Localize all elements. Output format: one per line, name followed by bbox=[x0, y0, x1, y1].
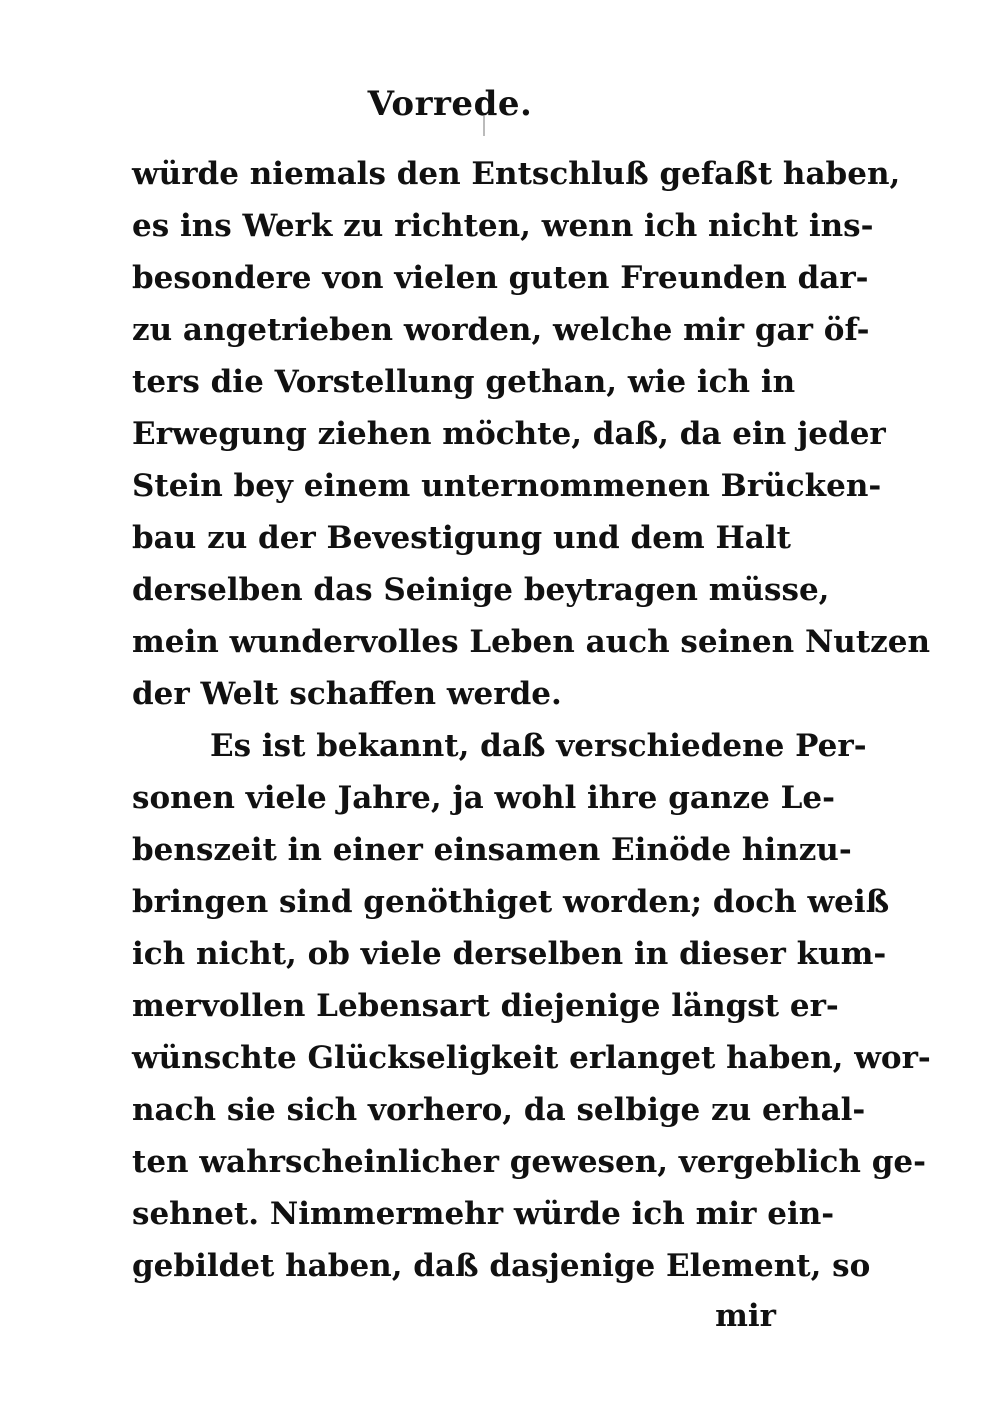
text-line-9: derselben das Seinige beytragen müsse, bbox=[132, 572, 830, 608]
text-line-3: besondere von vielen guten Freunden dar- bbox=[132, 260, 869, 296]
text-line-19: nach sie sich vorhero, da selbige zu erhal- bbox=[132, 1092, 866, 1128]
text-line-7: Stein bey einem unternommenen Brücken- bbox=[132, 468, 882, 504]
running-head: Vorrede. bbox=[367, 84, 533, 124]
body-text bbox=[132, 148, 931, 1292]
text-line-22: gebildet haben, daß dasjenige Element, so bbox=[132, 1248, 871, 1284]
text-line-13: sonen viele Jahre, ja wohl ihre ganze Le- bbox=[132, 780, 835, 816]
text-line-2: es ins Werk zu richten, wenn ich nicht ins- bbox=[132, 208, 874, 244]
text-line-8: bau zu der Bevestigung und dem Halt bbox=[132, 520, 791, 556]
text-line-21: sehnet. Nimmermehr würde ich mir ein- bbox=[132, 1196, 835, 1232]
text-line-20: ten wahrscheinlicher gewesen, vergeblich ge- bbox=[132, 1144, 927, 1180]
text-line-17: mervollen Lebensart diejenige längst er- bbox=[132, 988, 839, 1024]
text-line-16: ich nicht, ob viele derselben in dieser kum- bbox=[132, 936, 887, 972]
text-line-14: benszeit in einer einsamen Einöde hinzu- bbox=[132, 832, 852, 868]
text-line-10: mein wundervolles Leben auch seinen Nutzen bbox=[132, 624, 931, 660]
catchword: mir bbox=[715, 1298, 776, 1334]
text-line-1: würde niemals den Entschluß gefaßt haben, bbox=[132, 156, 901, 192]
text-line-4: zu angetrieben worden, welche mir gar öf- bbox=[132, 312, 870, 348]
text-line-15: bringen sind genöthiget worden; doch weiß bbox=[132, 884, 890, 920]
text-line-18: wünschte Glückseligkeit erlanget haben, wor- bbox=[132, 1040, 931, 1076]
text-line-11: der Welt schaffen werde. bbox=[132, 676, 562, 712]
text-line-6: Erwegung ziehen möchte, daß, da ein jeder bbox=[132, 416, 886, 452]
text-line-5: ters die Vorstellung gethan, wie ich in bbox=[132, 364, 796, 400]
text-line-12: Es ist bekannt, daß verschiedene Per- bbox=[210, 728, 867, 764]
